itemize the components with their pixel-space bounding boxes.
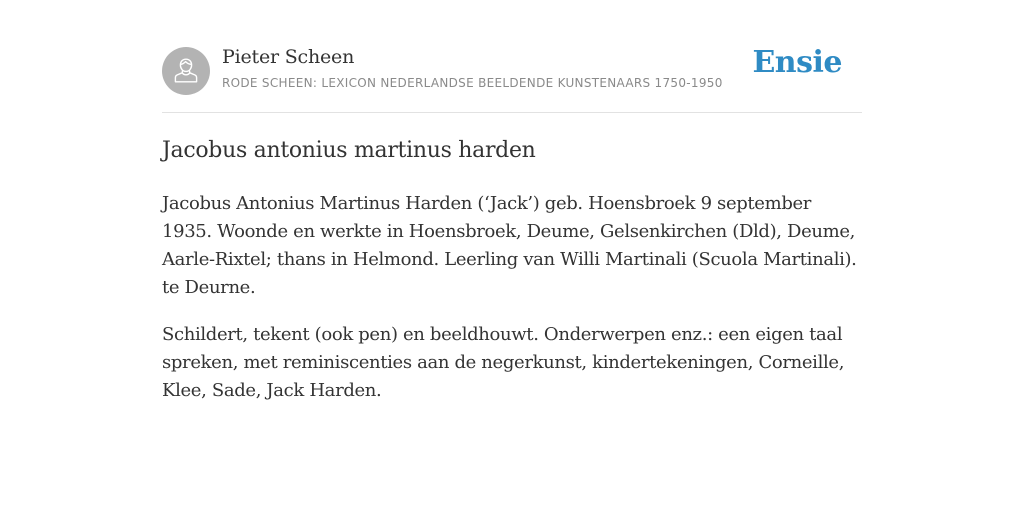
entry-title: Jacobus antonius martinus harden	[162, 138, 536, 163]
entry-card	[162, 0, 862, 401]
entry-body	[162, 190, 862, 424]
author-name[interactable]: Pieter Scheen	[222, 46, 355, 68]
avatar	[162, 47, 210, 95]
source-label[interactable]: RODE SCHEEN: LEXICON NEDERLANDSE BEELDENDE KUNSTENAARS 1750-1950	[222, 76, 723, 90]
ensie-logo[interactable]: Ensie	[752, 45, 842, 80]
entry-paragraph: Schildert, tekent (ook pen) en beeldhouwt. Onderwerpen enz.: een eigen taal spreken, met reminiscenties aan de negerkunst, kindertekeningen, Corneille, Klee, Sade, Jack Harden.	[162, 324, 845, 401]
entry-paragraph: Jacobus Antonius Martinus Harden (‘Jack’) geb. Hoensbroek 9 september 1935. Woonde en werkte in Hoensbroek, Deume, Gelsenkirchen (Dld), Deume, Aarle-Rixtel; thans in Helmond. Leerling van Willi Martinali (Scuola Martinali). te Deurne.	[162, 193, 857, 298]
user-icon	[174, 57, 198, 85]
entry-header	[162, 0, 862, 113]
